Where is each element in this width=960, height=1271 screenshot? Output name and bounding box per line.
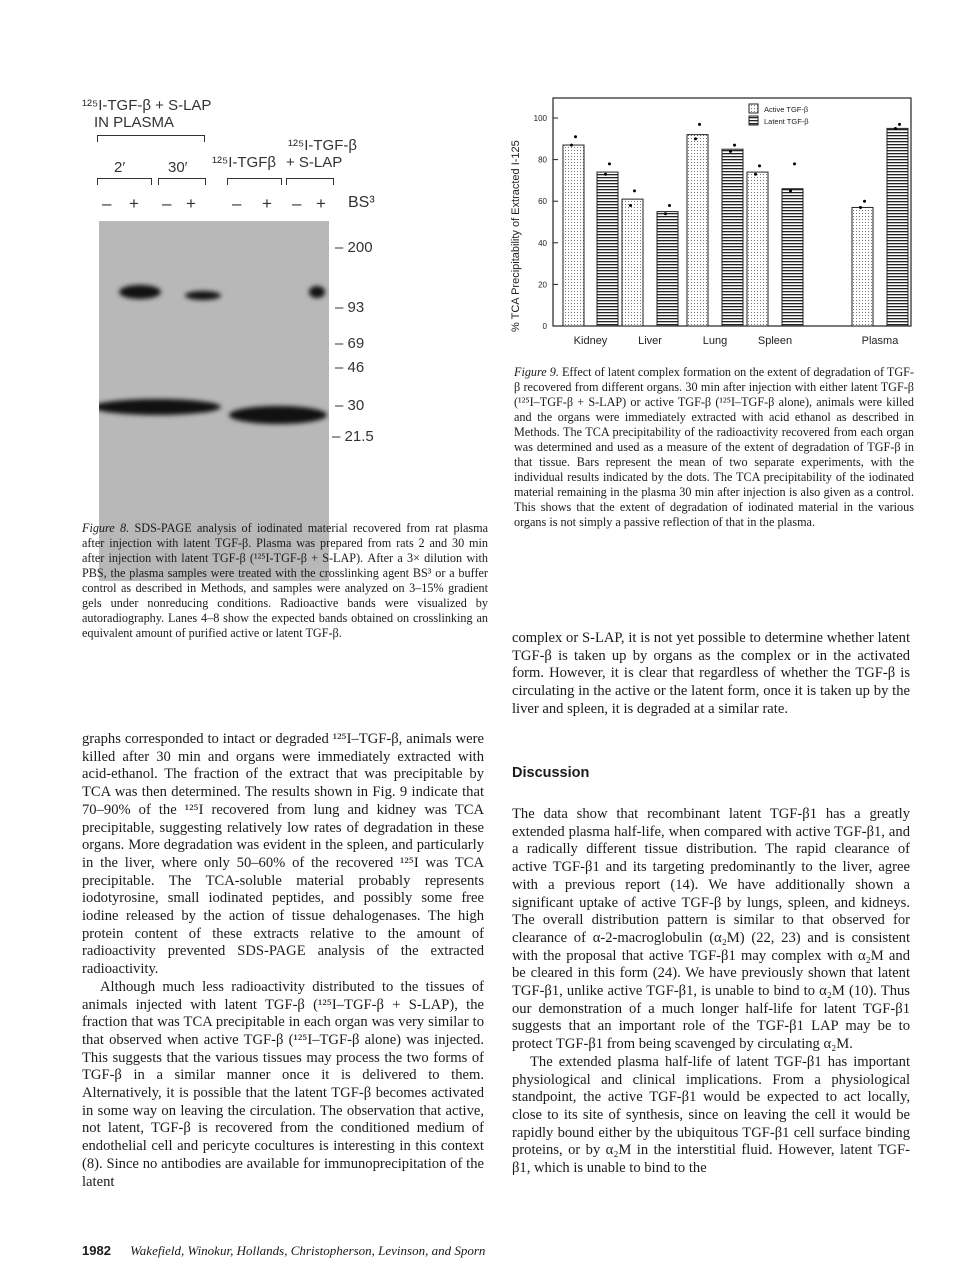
paragraph: Although much less radioactivity distributed to the tissues of animals injected with latent TGF-β (¹²⁵I–TGF-β + S-LAP), the fraction that was TCA precipitable in each organ was very similar to that observed when active TGF-β (¹²⁵I–TGF-β alone) was injected. This suggests that the various tissues may process the two forms of TGF-β in a similar manner once it is delivered to them. Alternatively, it is possible that the latent TGF-β becomes activated in some way on leaving the circulation. The observation that active, not latent, TGF-β is recovered from the conditioned medium of endothelial cell and pericyte cocultures is interesting in this context (8). Since no antibodies are available for immunoprecipitation of the latent bbox=[82, 978, 484, 1190]
figure-8-caption-text: SDS-PAGE analysis of iodinated material recovered from rat plasma after injection with latent TGF-β. Plasma was prepared from rats 2 and 30 min after injection with latent TGF-β (¹²⁵I-TGF-β + S-LAP). After a 3× dilution with PBS, the plasma samples were treated with the crosslinking agent BS³ or a buffer control as described in Methods, and samples were analyzed on 3–15% gradient gels under nonreducing conditions. Radioactive bands were visualized by autoradiography. Lanes 4–8 show the expected bands obtained on crosslinking an equivalent amount of purified active or latent TGF-β. bbox=[82, 521, 489, 640]
x-tick-label: Spleen bbox=[757, 335, 793, 347]
data-dot bbox=[633, 189, 636, 192]
gel-band bbox=[185, 291, 221, 300]
lane-sign-2: + bbox=[129, 194, 139, 213]
bracket-plasma bbox=[97, 135, 205, 136]
bracket-active bbox=[227, 178, 282, 179]
lane-sign-5: – bbox=[232, 194, 242, 213]
data-dot bbox=[789, 189, 792, 192]
y-tick-label: 80 bbox=[538, 155, 547, 165]
figure-9-chart bbox=[505, 90, 920, 355]
data-dot bbox=[859, 206, 862, 209]
lane-sign-1: – bbox=[102, 194, 112, 213]
page-number: 1982 bbox=[82, 1243, 111, 1258]
running-authors: Wakefield, Winokur, Hollands, Christopherson, Levinson, and Sporn bbox=[130, 1243, 486, 1258]
bar-liver-active bbox=[622, 199, 643, 326]
right-column-discussion bbox=[512, 806, 910, 1178]
x-tick-label: Liver bbox=[638, 335, 662, 347]
figure-9-label: Figure 9. bbox=[514, 365, 559, 379]
gel-title-line1: ¹²⁵I-TGF-β + S-LAP bbox=[82, 97, 212, 114]
bar-liver-latent bbox=[657, 212, 678, 326]
section-heading-discussion: Discussion bbox=[512, 765, 590, 781]
data-dot bbox=[668, 204, 671, 207]
data-dot bbox=[570, 144, 573, 147]
marker-93: – 93 bbox=[335, 299, 365, 316]
paragraph: complex or S-LAP, it is not yet possible to determine whether latent TGF-β is taken up by organs as the complex or in the activated form. However, it is clear that regardless of whether the TGF-β is circulating in the active or the latent form, once it is taken up by the liver and spleen, it is degraded at a similar rate. bbox=[512, 630, 910, 717]
data-dot bbox=[629, 204, 632, 207]
marker-21-5: – 21.5 bbox=[332, 428, 374, 445]
y-tick-label: 100 bbox=[533, 114, 547, 123]
bar-plasma-latent bbox=[887, 128, 908, 326]
bar-plasma-active bbox=[852, 207, 873, 326]
data-dot bbox=[729, 150, 732, 153]
gel-band bbox=[229, 406, 327, 424]
label-time-2: 2′ bbox=[114, 159, 126, 176]
x-tick-label: Plasma bbox=[861, 335, 899, 347]
data-dot bbox=[608, 162, 611, 165]
right-column-top bbox=[512, 630, 910, 719]
legend-swatch bbox=[749, 116, 758, 125]
lane-sign-8: + bbox=[316, 194, 326, 213]
marker-200: – 200 bbox=[335, 239, 373, 256]
x-tick-labels bbox=[574, 335, 900, 347]
paragraph: The extended plasma half-life of latent TGF-β1 has important physiological and clinical implications. From a physiological standpoint, the active TGF-β1 would be expected to act locally, close to its site of synthesis, since on leaving the cell it would be rapidly bound either by the ubiquitous TGF-β1 cell surface binding proteins, or by α₂M in the interstitial fluid. However, latent TGF-β1, which is unable to bind to the bbox=[512, 1053, 910, 1177]
bar-lung-latent bbox=[722, 149, 743, 326]
bar-kidney-latent bbox=[597, 172, 618, 326]
legend-label: Active TGF-β bbox=[764, 105, 809, 114]
data-dot bbox=[694, 137, 697, 140]
marker-30: – 30 bbox=[335, 397, 365, 414]
data-dot bbox=[733, 144, 736, 147]
lane-sign-6: + bbox=[262, 194, 272, 213]
figure-8-caption bbox=[82, 521, 488, 641]
page-footer bbox=[82, 1243, 485, 1259]
figure-8-label: Figure 8. bbox=[82, 521, 130, 535]
label-latent-line1: ¹²⁵I-TGF-β bbox=[288, 137, 357, 154]
bar-spleen-active bbox=[747, 172, 768, 326]
paragraph: The data show that recombinant latent TGF-β1 has a greatly extended plasma half-life, when compared with active TGF-β1, and a radically different tissue distribution. The rapid clearance of active TGF-β1 and its targeting predominantly to the liver, agree with a previous report (14). We have additionally shown a significant uptake of active TGF-β by lungs, spleen, and kidneys. The overall distribution pattern is similar to that observed for clearance of α-2-macroglobulin (α₂M) (22, 23) and is consistent with the proposal that active TGF-β1 may complex with α₂M and be cleared in this form (24). We have previously shown that latent TGF-β1, unlike active TGF-β1, is unable to bind to α₂M (10). Thus our demonstration of a much longer half-life for latent TGF-β1 suggests that an important role of the TGF-β1 LAP may be to protect TGF-β1 from being scavenged by circulating α₂M. bbox=[512, 806, 910, 1053]
data-dot bbox=[894, 127, 897, 130]
data-dot bbox=[793, 162, 796, 165]
figure-8-gel bbox=[82, 94, 412, 514]
marker-46: – 46 bbox=[335, 359, 365, 376]
left-column bbox=[82, 731, 484, 1191]
data-dot bbox=[898, 123, 901, 126]
crosslinker-label: BS³ bbox=[348, 194, 375, 211]
marker-69: – 69 bbox=[335, 335, 365, 352]
data-dot bbox=[754, 173, 757, 176]
gel-band bbox=[119, 285, 161, 299]
x-tick-label: Kidney bbox=[573, 335, 608, 347]
data-dot bbox=[758, 164, 761, 167]
chart-bars bbox=[563, 128, 908, 326]
bar-lung-active bbox=[687, 135, 708, 326]
label-latent-line2: + S-LAP bbox=[286, 154, 343, 171]
data-dot bbox=[664, 212, 667, 215]
label-active: ¹²⁵I-TGFβ bbox=[212, 154, 276, 171]
bracket-latent bbox=[286, 178, 334, 179]
y-tick-label: 20 bbox=[538, 280, 547, 290]
lane-sign-4: + bbox=[186, 194, 196, 213]
y-tick-label: 0 bbox=[542, 322, 547, 331]
gel-band bbox=[99, 399, 221, 415]
data-dot bbox=[698, 123, 701, 126]
lane-sign-3: – bbox=[162, 194, 172, 213]
data-dot bbox=[574, 135, 577, 138]
y-tick-label: 60 bbox=[538, 197, 547, 207]
legend-swatch bbox=[749, 104, 758, 113]
bracket-30min bbox=[158, 178, 206, 179]
y-tick-label: 40 bbox=[538, 238, 547, 248]
figure-9-caption bbox=[514, 365, 914, 530]
legend-label: Latent TGF-β bbox=[764, 117, 809, 126]
x-tick-label: Lung bbox=[702, 335, 728, 347]
y-axis-label: % TCA Precipitability of Extracted I-125 bbox=[510, 140, 522, 332]
lane-sign-7: – bbox=[292, 194, 302, 213]
gel-band bbox=[309, 286, 325, 298]
figure-9-caption-text: Effect of latent complex formation on the extent of degradation of TGF-β recovered from different organs. 30 min after injection with either latent TGF-β (¹²⁵I–TGF-β + S-LAP) or active TGF-β (¹²⁵I–TGF-β alone), animals were killed and the organs were immediately extracted with acid ethanol as described in Methods. The TCA precipitability of the radioactivity recovered from each organ was determined and used as a measure of the extent of degradation of TGF-β in that tissue. Bars represent the mean of two separate experiments, with the individual results indicated by the dots. The TCA precipitability of the iodinated material remaining in the plasma 30 min after injection is also given as a control. This shows that the extent of degradation of iodinated material in the various organs is not simply a passive reflection of that in the plasma. bbox=[514, 365, 914, 529]
bracket-2min bbox=[97, 178, 152, 179]
label-time-30: 30′ bbox=[168, 159, 188, 176]
gel-title-line2: IN PLASMA bbox=[94, 114, 175, 131]
bar-spleen-latent bbox=[782, 189, 803, 326]
bar-kidney-active bbox=[563, 145, 584, 326]
paragraph: graphs corresponded to intact or degraded ¹²⁵I–TGF-β, animals were killed after 30 min and organs were immediately extracted with acid-ethanol. The fraction of the extract that was precipitable by TCA was then determined. The results shown in Fig. 9 indicate that 70–90% of the ¹²⁵I recovered from lung and kidney was TCA precipitable, suggesting relatively low rates of degradation in these organs. More degradation was evident in the spleen, and particularly in the liver, where only 50–60% of the recovered ¹²⁵I was TCA precipitable. The TCA-soluble material probably represents iodotyrosine, small iodinated peptides, and possibly some free iodine released by the action of tissue dehalogenases. The high protein content of these extracts relative to the amount of radioactivity prevented SDS-PAGE analysis of the extracted radioactivity. bbox=[82, 731, 484, 978]
chart-legend bbox=[749, 104, 809, 126]
data-dot bbox=[863, 200, 866, 203]
data-dot bbox=[604, 173, 607, 176]
